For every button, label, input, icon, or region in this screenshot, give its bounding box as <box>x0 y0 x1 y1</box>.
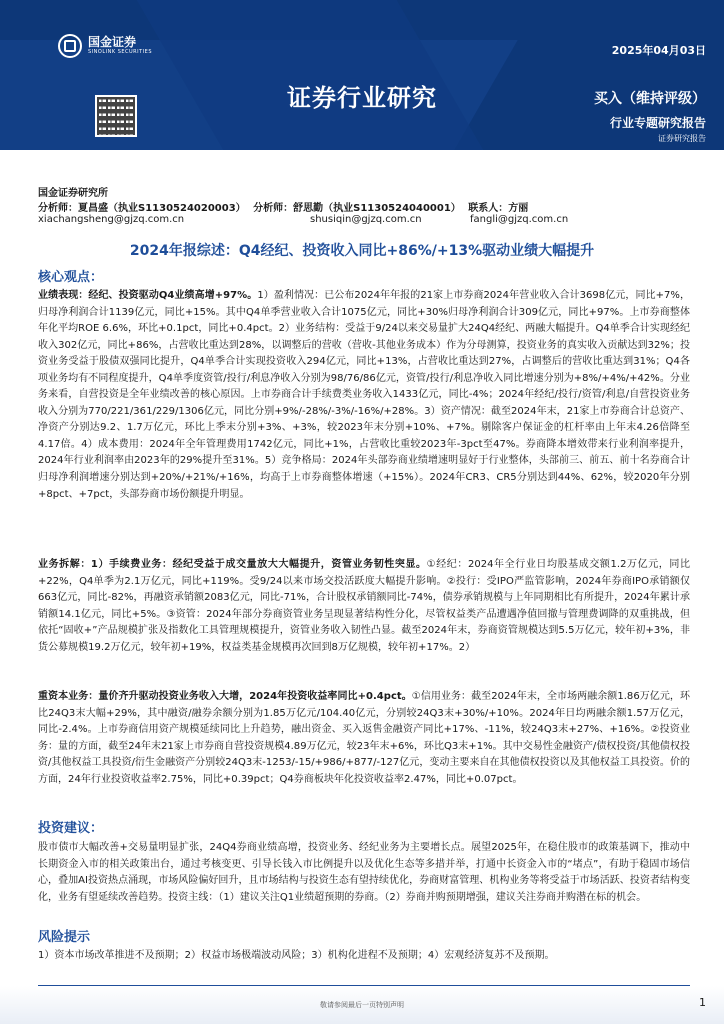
page-number: 1 <box>699 996 706 1009</box>
analyst-line <box>38 199 532 214</box>
core-lead: 业绩表现：经纪、投资驱动Q4业绩高增+97%。 <box>38 290 258 301</box>
core-text: 1）盈利情况：已公布2024年年报的21家上市券商2024年营业收入合计3698亿元，同比+7%，归母净利润合计1139亿元，同比+15%。其中Q4单季营业收入合计1075亿元，同比+30%归母净利润合计309亿元，同比+97%。上市券商整体年化平均ROE 6.6%，环比+0.1pct，同比+0.4pct。2）业务结构：受益于9/24以来交易量扩大24Q4经纪、两融大幅提升。Q4单季合计实现经纪收入302亿元，同比+86%，占营收比重达到28%，以调整后的营收（营收-其他业务成本）作为分母测算，投资业务的真实收入贡献达到32%；投资业务受益于股债双强同比提升，Q4单季合计实现投资收入294亿元，同比+13%，占营收比重达到27%，占调整后的营收比重达到31%；Q4各项业务均有不同程度提升，Q4单季度资管/投行/利息净收入分别为98/76/86亿元，资管/投行/利息净收入同比增速分别为+8%/+4%/+42%。分业务来看，自营投资是全年业绩改善的核心原因。上市券商合计手续费类业务收入1433亿元，同比-4%；2024年经纪/投行/资管/利息/自营投资业务收入分别为770/221/361/229/1306亿元，同比分别+9%/-28%/-3%/-16%/+28%。3）资产情况：截至2024年末，21家上市券商合计总资产、净资产分别达9.2、1.7万亿元，环比上季末分别+3%、+3%，较2023年末分别+10%、+7%。剔除客户保证金的杠杆率由上年末4.26倍降至4.17倍。4）成本费用：2024年全年管理费用1742亿元，同比+1%，占营收比重较2023年-3pct至47%。券商降本增效带来行业利润率提升，2024年行业利润率由2023年的29%提升至31%。5）竞争格局：2024年头部券商业绩增速明显好于行业整体，头部前三、前五、前十名券商合计归母净利润增速分别达到+20%/+21%/+16%，均高于上市券商整体增速（+15%）。2024年CR3、CR5分别达到44%、62%，较2020年分别+8pct、+7pct，头部券商市场份额提升明显。 <box>38 290 690 500</box>
risk-paragraph: 1）资本市场改革推进不及预期；2）权益市场极端波动风险；3）机构化进程不及预期；4）宏观经济复苏不及预期。 <box>38 950 555 961</box>
email-link[interactable]: xiachangsheng@gjzq.com.cn <box>38 214 185 225</box>
logo-cn-text: 国金证券 <box>88 35 137 49</box>
section-title-advice: 投资建议： <box>38 821 104 836</box>
heavy-capital-paragraph <box>38 689 690 788</box>
research-institute: 国金证券研究所 <box>38 188 108 199</box>
footer-divider <box>38 985 690 986</box>
logo-mark-icon <box>58 34 82 58</box>
footer-disclaimer: 敬请参阅最后一页特别声明 <box>320 1001 404 1009</box>
analyst-1: 分析师：夏昌盛（执业S1130524020003） <box>38 203 246 214</box>
report-date: 2025年04月03日 <box>611 44 706 57</box>
analyst-2: 分析师：舒思勤（执业S1130524040001） <box>253 203 461 214</box>
email-link[interactable]: shusiqin@gjzq.com.cn <box>310 214 422 225</box>
business-lead: 业务拆解：1）手续费业务：经纪受益于成交量放大大幅提升，资管业务韧性突显。 <box>38 559 427 570</box>
company-logo <box>58 34 152 58</box>
report-headline: 2024年报综述：Q4经纪、投资收入同比+86%/+13%驱动业绩大幅提升 <box>129 243 595 259</box>
rating-label: 买入（维持评级） <box>594 91 706 107</box>
business-text: ①经纪：2024年全行业日均股基成交额1.2万亿元，同比+22%，Q4单季为2.1万亿元，同比+119%。受9/24以来市场交投活跃度大幅提升影响。②投行：受IPO严监管影响，2024年券商IPO承销额仅663亿元，同比-82%，再融资承销额2083亿元，同比-71%，合计股权承销额同比-74%，债券承销规模与上年同期相比有所提升，2024年累计承销额14.1亿元，同比+5%。③资管：2024年部分券商资管业务呈现显著结构性分化，尽管权益类产品遭遇净值回撤与管理费调降的双重挑战，但依托“固收+”产品规模扩张及指数化工具管理规模提升，资管业务收入韧性凸显。截至2024年末，券商资管规模达到5.5万亿元，较年初+3%，非货公募规模19.2万亿元，较年初+19%，权益类基金规模再次回到8万亿规模，较年初+17%。2） <box>38 559 690 653</box>
email-link[interactable]: fangli@gjzq.com.cn <box>470 214 569 225</box>
contact-person: 联系人：方丽 <box>468 203 529 214</box>
report-banner <box>0 0 724 150</box>
section-title-core: 核心观点： <box>38 270 104 285</box>
report-type: 行业专题研究报告 <box>609 116 706 130</box>
qr-code-icon <box>95 95 137 137</box>
business-paragraph <box>38 557 690 656</box>
report-tag: 证券研究报告 <box>658 134 706 143</box>
heavy-text: ①信用业务：截至2024年末，全市场两融余额1.86万亿元，环比24Q3末大幅+29%，其中融资/融券余额分别为1.85万亿元/104.40亿元，分别较24Q3末+30%/+10%。2024年日均两融余额1.57万亿元，同比-2.4%。上市券商信用资产规模延续同比上升趋势，融出资金、买入返售金融资产同比+17%、-11%，较24Q3末+27%、+16%。②投资业务：量的方面，截至24年末21家上市券商自营投资规模4.89万亿元，较23年末+6%，环比Q3末+1%。其中交易性金融资产/债权投资/其他债权投资/其他权益工具投资/衍生金融资产分别较24Q3末-1253/-15/+986/+877/-127亿元，变动主要来自在其他债权投资以及其他权益工具投资。价的方面，24年行业投资收益率2.75%，同比+0.39pct；Q4券商板块年化投资收益率2.47%，同比+0.07pct。 <box>38 691 690 785</box>
logo-en-text: SINOLINK SECURITIES <box>88 49 152 55</box>
report-title: 证券行业研究 <box>287 84 437 112</box>
heavy-lead: 重资本业务：量价齐升驱动投资业务收入大增，2024年投资收益率同比+0.4pct。 <box>38 691 412 702</box>
advice-paragraph: 股市债市大幅改善+交易量明显扩张，24Q4券商业绩高增，投资业务、经纪业务为主要增长点。展望2025年，在稳住股市的政策基调下，推动中长期资金入市的相关政策出台，通过考核变更、引导长钱入市比例提升以及优化生态等多措并举，打通中长资金入市的“堵点”，有助于稳固市场信心，叠加AI投资热点涌现，市场风险偏好回升，且市场结构与投资生态有望持续优化，券商财富管理、机构业务等将受益于市场活跃、投资者结构变化，业务有望延续改善趋势。投资主线：（1）建议关注Q1业绩超预期的券商。（2）券商并购预期增强，建议关注券商并购潜在标的机会。 <box>38 842 690 903</box>
core-paragraph <box>38 288 690 503</box>
section-title-risk: 风险提示 <box>38 930 91 945</box>
